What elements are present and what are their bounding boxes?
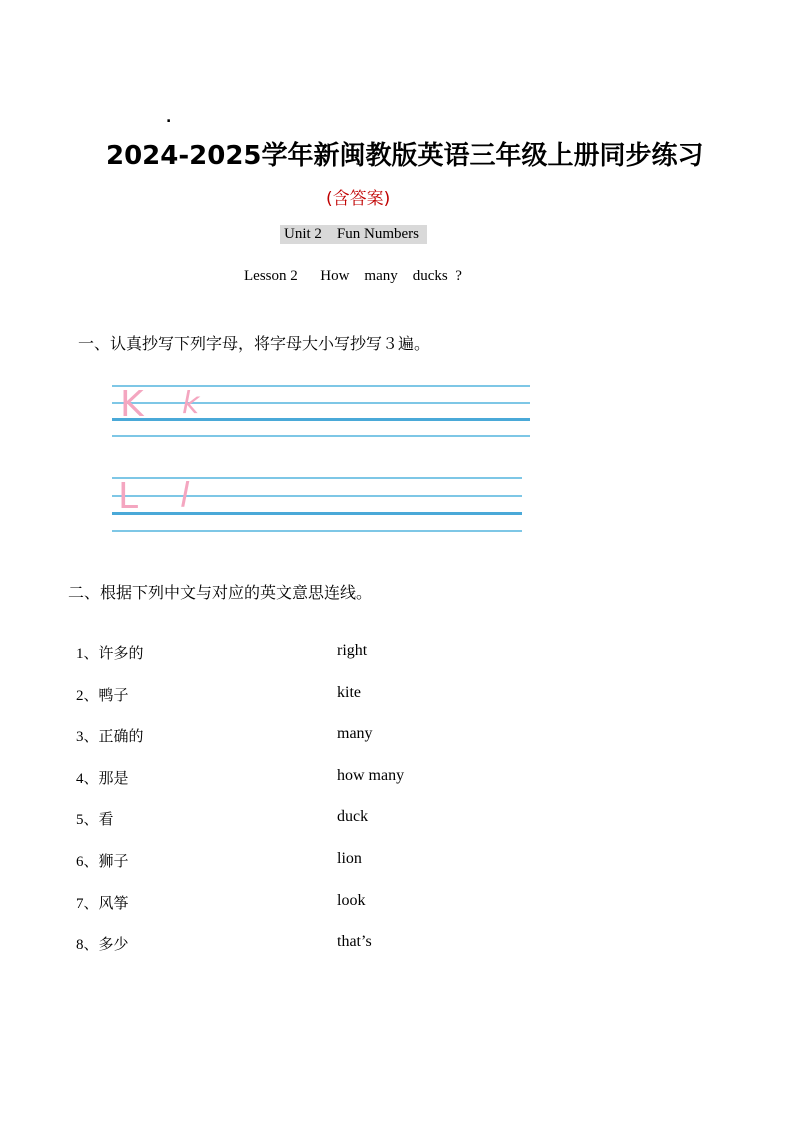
guide-line	[112, 385, 530, 387]
letter-upper-l: L	[118, 476, 139, 517]
page-subtitle: (含答案)	[326, 189, 391, 209]
section1-heading: 一、认真抄写下列字母，将字母大小写抄写３遍。	[78, 334, 431, 353]
list-item: 1、许多的	[76, 644, 144, 662]
unit-heading: Unit 2 Fun Numbers	[280, 225, 427, 244]
english-word: that’s	[337, 933, 372, 950]
page-title: 2024-2025学年新闽教版英语三年级上册同步练习	[106, 141, 704, 171]
english-word: how many	[337, 767, 405, 784]
letter-upper-k: K	[120, 384, 144, 425]
list-item: 3、正确的	[76, 727, 144, 745]
lesson-heading: Lesson 2 How many ducks ?	[244, 268, 462, 284]
letter-lower-l: l	[180, 476, 190, 516]
english-word: many	[337, 725, 373, 742]
english-word: lion	[337, 850, 362, 867]
english-word: right	[337, 642, 368, 659]
guide-line	[112, 495, 522, 497]
baseline	[112, 418, 530, 421]
list-item: 2、鸭子	[76, 686, 129, 704]
stray-mark: .	[166, 110, 172, 126]
guide-line	[112, 477, 522, 479]
guide-line	[112, 530, 522, 532]
section2-heading: 二、根据下列中文与对应的英文意思连线。	[68, 583, 373, 602]
list-item: 8、多少	[76, 935, 129, 953]
guide-line	[112, 402, 530, 404]
list-item: 6、狮子	[76, 852, 129, 870]
list-item: 4、那是	[76, 769, 129, 787]
letter-lower-k: k	[182, 386, 200, 421]
english-word: duck	[337, 808, 369, 825]
english-word: look	[337, 892, 366, 909]
list-item: 5、看	[76, 810, 114, 828]
guide-line	[112, 435, 530, 437]
baseline	[112, 512, 522, 515]
english-word: kite	[337, 684, 361, 701]
list-item: 7、风筝	[76, 894, 129, 912]
